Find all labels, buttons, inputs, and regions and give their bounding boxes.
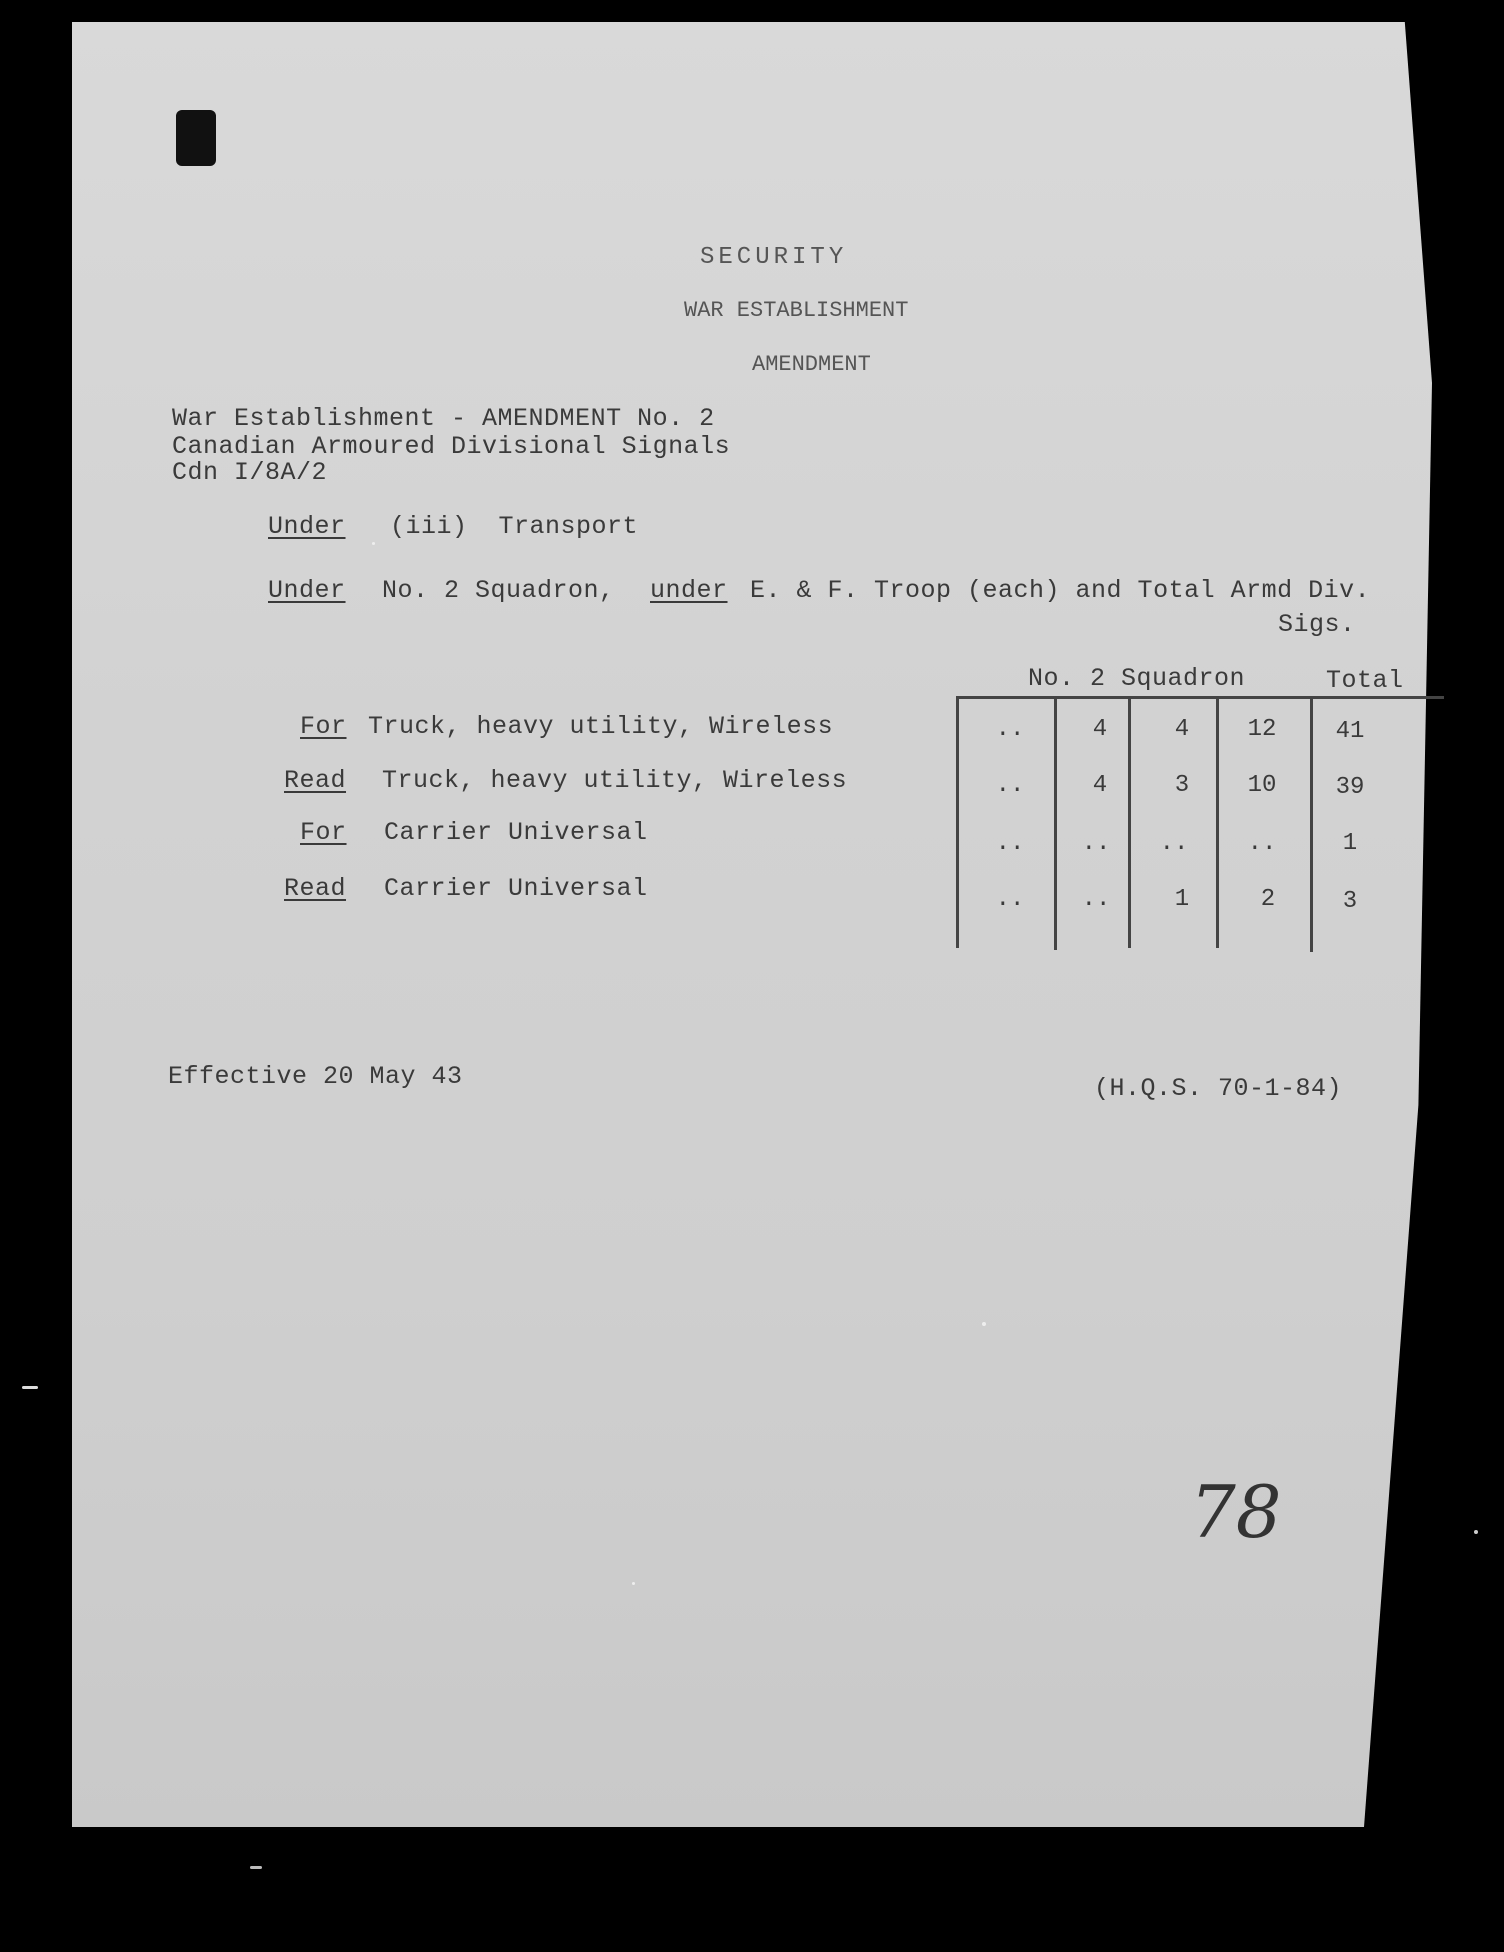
effective-date: Effective 20 May 43 <box>168 1062 463 1091</box>
under-troop-text: E. & F. Troop (each) and Total Armd Div. <box>750 576 1371 605</box>
cell: 1 <box>1174 886 1190 913</box>
cell: 4 <box>1092 772 1108 799</box>
scan-speck <box>22 1386 38 1389</box>
row-item: Carrier Universal <box>384 874 648 903</box>
scan-speck <box>250 1866 262 1869</box>
cell: 4 <box>1092 716 1108 743</box>
under-keyword: Under <box>268 512 346 541</box>
cell: .. <box>995 716 1025 743</box>
cell: .. <box>995 830 1025 857</box>
table-header-rule <box>958 696 1444 699</box>
cell-total: 39 <box>1335 774 1365 801</box>
cell-total: 3 <box>1342 888 1358 915</box>
scan-speck <box>1474 1530 1478 1534</box>
amendment-title: War Establishment - AMENDMENT No. 2 <box>172 404 715 433</box>
squadron-column-header: No. 2 Squadron <box>1028 664 1246 693</box>
row-action: Read <box>284 766 347 795</box>
total-column-header: Total <box>1326 666 1404 695</box>
amendment-heading: AMENDMENT <box>752 352 871 377</box>
under-keyword: under <box>650 576 728 605</box>
speck <box>982 1322 986 1326</box>
cell: .. <box>995 772 1025 799</box>
row-item: Truck, heavy utility, Wireless <box>382 766 848 795</box>
cell: .. <box>1159 830 1189 857</box>
table-column-divider <box>1310 698 1313 952</box>
war-establishment-heading: WAR ESTABLISHMENT <box>684 298 909 323</box>
table-column-divider <box>1216 698 1219 948</box>
cell-total: 41 <box>1335 718 1365 745</box>
cell: .. <box>995 886 1025 913</box>
cell: 3 <box>1174 772 1190 799</box>
security-heading: SECURITY <box>700 244 848 271</box>
cell: 2 <box>1260 886 1276 913</box>
speck <box>632 1582 635 1585</box>
handwritten-page-number: 78 <box>1190 1470 1282 1554</box>
under-squadron-text: No. 2 Squadron, <box>382 576 615 605</box>
under-keyword: Under <box>268 576 346 605</box>
row-action: For <box>300 818 347 847</box>
under-transport-text: (iii) Transport <box>390 512 639 541</box>
cell: 12 <box>1247 716 1277 743</box>
row-action: Read <box>284 874 347 903</box>
speck <box>372 542 375 545</box>
unit-code: Cdn I/8A/2 <box>172 458 328 487</box>
table-column-divider <box>956 696 959 948</box>
unit-name: Canadian Armoured Divisional Signals <box>172 432 731 461</box>
cell: 4 <box>1174 716 1190 743</box>
document-page <box>72 22 1432 1827</box>
row-item: Truck, heavy utility, Wireless <box>368 712 834 741</box>
table-column-divider <box>1054 698 1057 950</box>
cell-total: 1 <box>1342 830 1358 857</box>
under-sigs-text: Sigs. <box>1278 610 1356 639</box>
cell: .. <box>1081 886 1111 913</box>
row-item: Carrier Universal <box>384 818 648 847</box>
row-action: For <box>300 712 347 741</box>
cell: .. <box>1247 830 1277 857</box>
cell: 10 <box>1247 772 1277 799</box>
cell: .. <box>1081 830 1111 857</box>
file-reference: (H.Q.S. 70-1-84) <box>1094 1074 1343 1103</box>
punch-hole-mark <box>176 110 216 166</box>
